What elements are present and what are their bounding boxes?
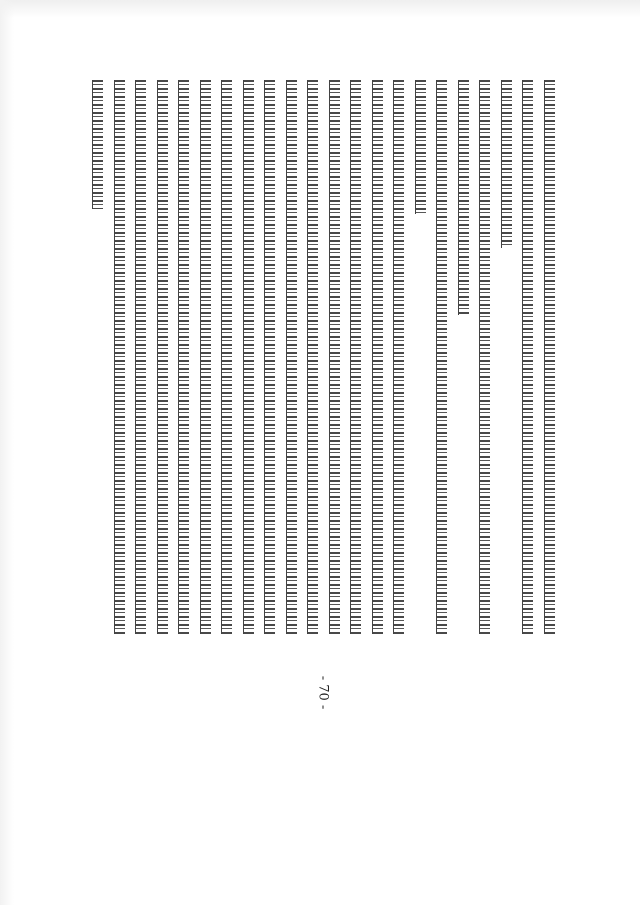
text-column	[264, 80, 275, 634]
text-column	[415, 80, 426, 214]
text-column	[436, 80, 447, 634]
text-column	[135, 80, 146, 634]
text-column	[200, 80, 211, 634]
text-column	[307, 80, 318, 634]
text-column	[501, 80, 512, 248]
text-column	[479, 80, 490, 634]
text-column	[243, 80, 254, 634]
text-column	[393, 80, 404, 634]
text-column	[350, 80, 361, 634]
text-column	[544, 80, 555, 634]
text-column	[92, 80, 103, 209]
text-column	[372, 80, 383, 634]
text-column	[329, 80, 340, 634]
text-column	[221, 80, 232, 634]
mongolian-text-block	[82, 80, 562, 850]
text-column	[458, 80, 469, 315]
text-column	[522, 80, 533, 634]
text-column	[178, 80, 189, 634]
scan-edge-top	[0, 0, 640, 18]
text-column	[114, 80, 125, 634]
text-column	[157, 80, 168, 634]
text-column	[286, 80, 297, 634]
page-number: - 70 -	[315, 675, 331, 710]
scan-edge-left	[0, 0, 14, 905]
